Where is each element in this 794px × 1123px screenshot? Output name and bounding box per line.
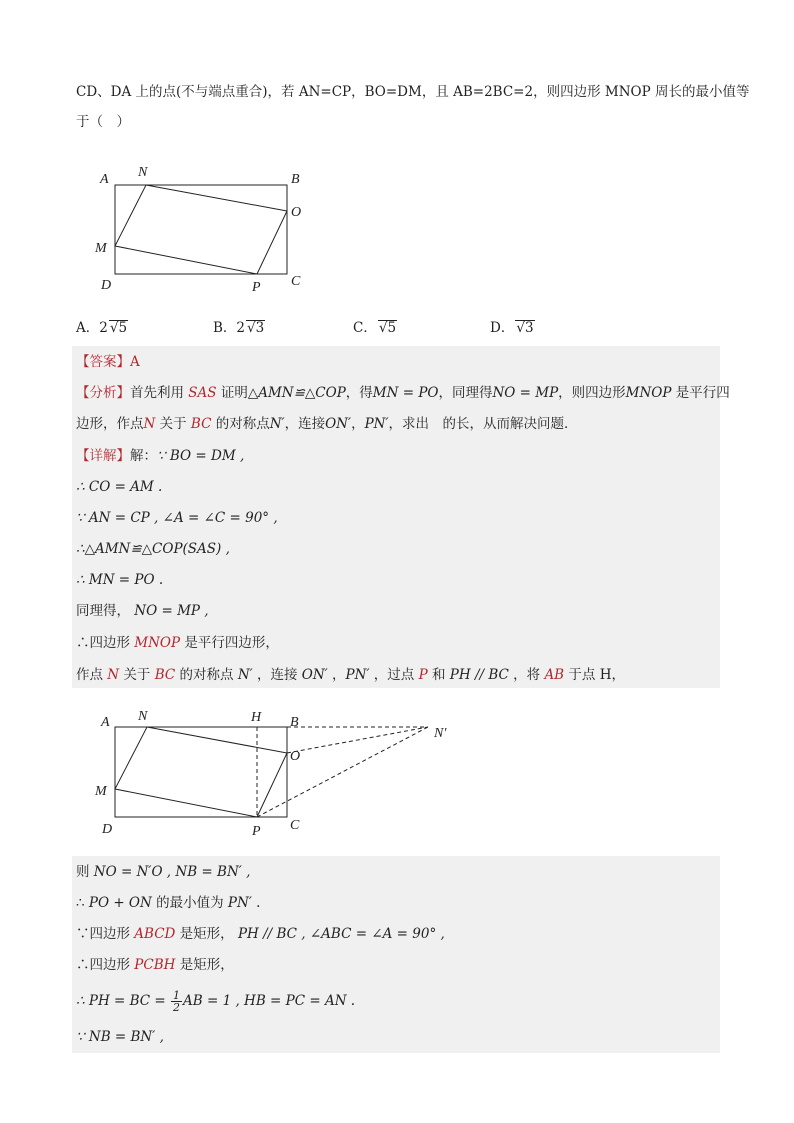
detail-line-12: ∴四边形 PCBH 是矩形， [76, 957, 234, 973]
option-d-prefix: D． [490, 320, 515, 336]
segment-pn-prime [257, 727, 428, 817]
option-d-radical: √3 [516, 320, 534, 336]
option-a [76, 316, 128, 336]
label-m: M [95, 241, 107, 256]
detail-line-6: 同理得， NO = MP , [76, 603, 209, 619]
answer-line [76, 352, 140, 372]
option-c-prefix: C． [353, 320, 377, 336]
option-a-prefix: A．2 [76, 320, 108, 336]
answer-value: A [130, 354, 140, 370]
label-c: C [291, 274, 301, 289]
segment-on-prime [287, 727, 428, 753]
label-n-prime-2: N′ [434, 726, 447, 741]
rect-abcd-2 [115, 727, 287, 817]
detail-line-14: ∵ NB = BN′ , [76, 1029, 164, 1045]
question-line-1: CD、DA 上的点(不与端点重合)，若 AN=CP，BO=DM，且 AB=2BC=2，则四边形 MNOP 周长的最小值等 [76, 84, 750, 100]
label-a: A [100, 172, 109, 187]
label-a-2: A [101, 715, 110, 730]
rect-abcd [115, 185, 287, 274]
label-o: O [291, 205, 302, 220]
fraction-one-half: $\frac{1}{2}$ [173, 989, 181, 1014]
detail-line-10: ∴ PO + ON 的最小值为 PN′ . [76, 895, 261, 911]
detail-line-11: ∵四边形 ABCD 是矩形， PH // BC , ∠ABC = ∠A = 90° , [76, 926, 445, 942]
label-o-2: O [290, 749, 301, 764]
detail-line-1: 【详解】解：∵ BO = DM , [76, 448, 245, 464]
label-c-2: C [290, 818, 300, 833]
detail-line-8: 作点 N 关于 BC 的对称点 N′ ，连接 ON′ ，PN′ ，过点 P 和 PH // BC ，将 AB 于点 H， [76, 667, 625, 683]
option-c-radical: √5 [378, 320, 397, 336]
option-b-radical: √3 [247, 320, 265, 336]
detail-line-9: 则 NO = N′O , NB = BN′ , [76, 864, 251, 880]
label-h-2: H [251, 710, 262, 725]
label-p: P [252, 280, 261, 295]
option-c [353, 316, 397, 336]
label-b: B [291, 172, 300, 187]
detail-line-5: ∴ MN = PO . [76, 572, 164, 588]
label-m-2: M [95, 784, 107, 799]
detail-line-2: ∴ CO = AM . [76, 479, 163, 495]
analysis-line-1: 【分析】首先利用 SAS 证明△AMN≌△COP，得MN = PO，同理得NO = MP，则四边形MNOP 是平行四 [76, 385, 730, 401]
quad-mnop [115, 185, 287, 274]
option-a-radical: √5 [109, 320, 128, 336]
label-n: N [138, 165, 148, 180]
figure-1-rectangle-diagram [88, 160, 318, 300]
analysis-tag: 【分析】 [76, 385, 130, 401]
answer-tag: 【答案】 [76, 354, 130, 370]
detail-line-7: ∴四边形 MNOP 是平行四边形， [76, 635, 279, 651]
analysis-line-2: 边形，作点N 关于 BC 的对称点N′，连接ON′，PN′，求出 的长，从而解决问题． [76, 416, 578, 432]
detail-line-4: ∴△AMN≌△COP(SAS) , [76, 541, 230, 557]
detail-tag: 【详解】 [76, 448, 130, 464]
detail-line-13: ∴ PH = BC = $\frac{1}{2}$ AB = 1 , HB = PC = AN . [76, 989, 356, 1014]
question-line-2: 于（ ） [76, 114, 130, 130]
label-p-2: P [252, 824, 261, 839]
figure-2-reflection-diagram [76, 690, 458, 854]
label-b-2: B [290, 715, 299, 730]
option-d [490, 316, 535, 336]
label-d-2: D [102, 822, 113, 837]
quad-mnop-2 [115, 727, 287, 817]
option-b [213, 316, 265, 336]
label-n-2: N [138, 709, 148, 724]
detail-line-3: ∵ AN = CP , ∠A = ∠C = 90° , [76, 510, 278, 526]
option-b-prefix: B．2 [213, 320, 246, 336]
label-d: D [101, 278, 112, 293]
